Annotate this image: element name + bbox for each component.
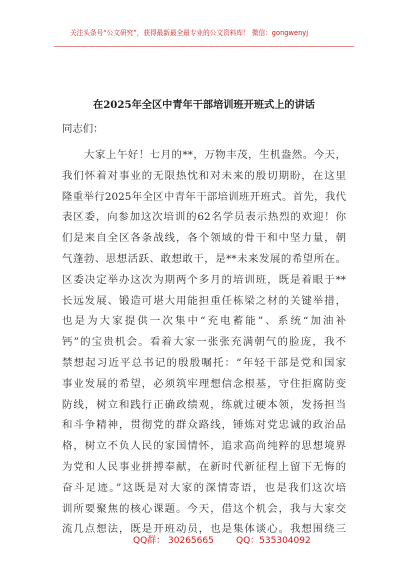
body-line: 格，树立不负人民的家国情怀，追求高尚纯粹的思想境界 xyxy=(62,440,346,453)
header-divider xyxy=(54,46,354,47)
body-line: 流几点想法，既是开班动员，也是集体谈心。我想围绕三 xyxy=(62,523,346,536)
body-line: 防线，树立和践行正确政绩观，练就过硬本领，发扬担当 xyxy=(62,398,346,411)
body-line: 大家上午好！七月的**，万物丰茂，生机盎然。今天， xyxy=(84,149,346,161)
body-line: 奋斗足迹。”这既是对大家的深情寄语，也是我们这次培 xyxy=(62,481,346,494)
body-line: 钙”的宝贵机会。看着大家一张张充满朝气的脸庞，我不 xyxy=(62,336,346,349)
body-line: 禁想起习近平总书记的殷殷嘱托：“年轻干部是党和国家 xyxy=(62,357,346,369)
body-line: 事业发展的希望，必须筑牢理想信念根基，守住拒腐防变 xyxy=(62,377,346,390)
body-line: 我们怀着对事业的无限热忱和对未来的殷切期盼，在这里 xyxy=(62,169,346,182)
body-line: 训所要聚焦的核心课题。今天，借这个机会，我与大家交 xyxy=(62,502,346,515)
body-line: 和斗争精神，贯彻党的群众路线，锤炼对党忠诚的政治品 xyxy=(62,419,346,432)
body-line: 长远发展、锻造可堪大用能担重任栋梁之材的关键举措， xyxy=(62,294,346,307)
body-line: 也是为大家提供一次集中“充电蓄能”、系统“加油补 xyxy=(62,315,346,328)
footer-qq-group: QQ群： 30265665 xyxy=(133,536,214,546)
body-line: 区委决定举办这次为期两个多月的培训班，既是着眼于** xyxy=(62,273,346,286)
body-line: 们是来自全区各条战线，各个领域的骨干和中坚力量，朝 xyxy=(62,232,346,245)
body-line: 隆重举行2025年全区中青年干部培训班开班式。首先，我代 xyxy=(62,190,346,203)
footer-qq-contact: QQ：535304092 xyxy=(236,536,311,546)
body-line: 气蓬勃、思想活跃、敢想敢干，是**未来发展的希望所在。 xyxy=(62,253,346,265)
document-title: 在2025年全区中青年干部培训班开班式上的讲话 xyxy=(93,99,315,111)
header-banner: 关注头条号“公文研究”，获得最新最全最专业的公文资料库！ 微信：gongwenyj xyxy=(70,29,309,37)
salutation: 同志们： xyxy=(62,123,104,135)
body-line: 为党和人民事业拼搏奉献，在新时代新征程上留下无悔的 xyxy=(62,461,346,473)
body-line: 表区委，向参加这次培训的62名学员表示热烈的欢迎！你 xyxy=(62,211,346,224)
